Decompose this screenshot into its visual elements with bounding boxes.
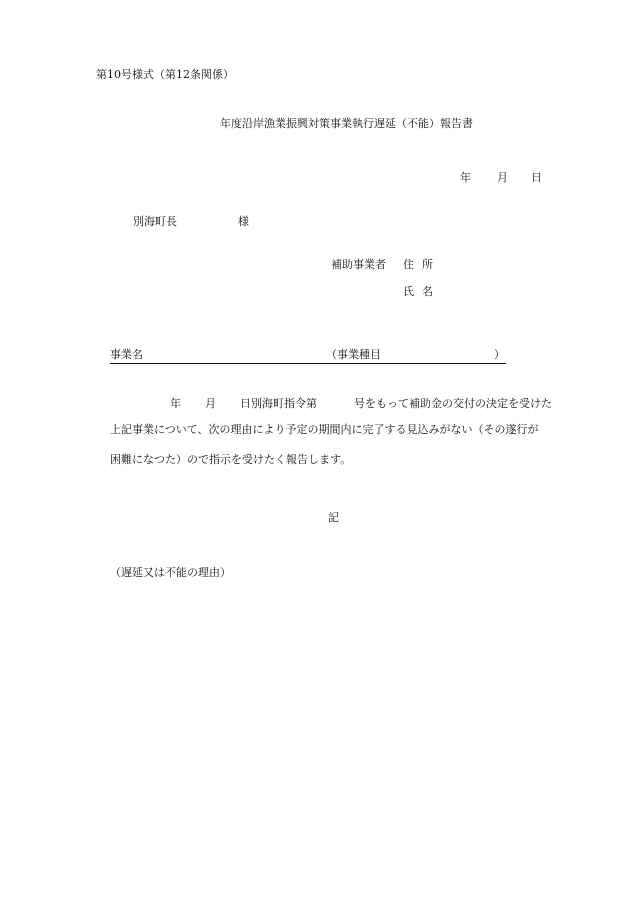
applicant-label: 補助事業者 bbox=[331, 258, 386, 271]
addressee-name: 別海町長 bbox=[133, 215, 177, 228]
reason-label: （遅延又は不能の理由） bbox=[110, 566, 231, 579]
project-type-close: ） bbox=[494, 348, 505, 361]
project-type-label: （事業種目 bbox=[326, 348, 381, 361]
date-year-label: 年 bbox=[460, 171, 471, 184]
project-name-label: 事業名 bbox=[110, 348, 143, 361]
addressee-honorific: 様 bbox=[238, 215, 249, 228]
ki-heading: 記 bbox=[328, 511, 339, 524]
body-year-label: 年 bbox=[170, 397, 181, 410]
body-line1-rest: 号をもって補助金の交付の決定を受けた bbox=[354, 397, 552, 410]
form-number: 第10号様式（第12条関係） bbox=[96, 68, 234, 81]
applicant-name-label: 氏名 bbox=[403, 285, 441, 298]
date-month-label: 月 bbox=[497, 171, 508, 184]
body-line-3: 困難になつた）ので指示を受けたく報告します。 bbox=[110, 453, 352, 466]
body-directive-text: 日別海町指令第 bbox=[240, 397, 317, 410]
body-month-label: 月 bbox=[205, 397, 216, 410]
date-day-label: 日 bbox=[531, 171, 542, 184]
applicant-address-label: 住所 bbox=[403, 258, 441, 271]
document-title: 年度沿岸漁業振興対策事業執行遅延（不能）報告書 bbox=[220, 117, 473, 130]
project-line bbox=[110, 348, 506, 364]
body-line-2: 上記事業について、次の理由により予定の期間内に完了する見込みがない（その遂行が bbox=[110, 423, 539, 436]
